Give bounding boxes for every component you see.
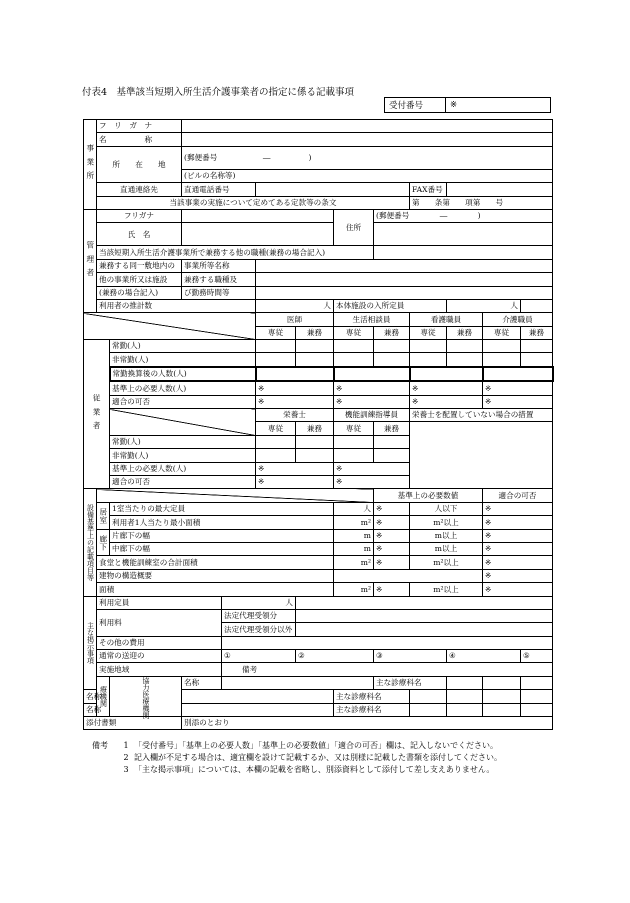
staff-cell[interactable] — [483, 353, 521, 367]
staff-full-label: 専従 — [483, 326, 521, 339]
facility-structure-field[interactable] — [334, 569, 483, 582]
medical-dept-4[interactable] — [521, 690, 553, 703]
facility-row-label: 中廊下の幅 — [110, 542, 334, 555]
facility-row-value[interactable]: 人 — [334, 502, 374, 515]
facility-row-ok: ※ — [483, 542, 553, 555]
facility-row-std-mark: ※ — [374, 556, 410, 569]
section-staff: 従業者 — [84, 340, 110, 489]
staff-cell[interactable] — [447, 340, 483, 353]
facility-row-std-mark: ※ — [374, 542, 410, 555]
facility-corridor-label: 廊下 — [97, 529, 110, 556]
facility-row-ok: ※ — [483, 516, 553, 529]
notice-other-cost-field[interactable] — [222, 636, 553, 649]
manager-furigana-label: フリガナ — [97, 209, 182, 222]
staff-full-label: 専従 — [256, 326, 296, 339]
facility-head-ok: 適合の可否 — [483, 489, 553, 502]
medical-dept-4[interactable] — [521, 703, 553, 716]
facility-row-std: m²以上 — [410, 556, 483, 569]
notice-capacity-label: 利用定員 — [97, 596, 222, 609]
office-name-label: 名 称 — [97, 133, 182, 146]
medical-dept-label: 主な診療科名 — [334, 703, 410, 716]
staff-nutrition-field[interactable] — [410, 422, 553, 489]
office-regulation-label: 当該事業の実施について定めてある定款等の条文 — [97, 196, 410, 209]
facility-row-value[interactable]: m² — [334, 583, 374, 596]
office-furigana-field[interactable] — [182, 120, 553, 133]
note-number: 3 — [123, 765, 129, 774]
notice-route-5[interactable]: ⑤ — [521, 650, 553, 663]
note-text: 「受付番号」「基準上の必要人数」「基準上の必要数値」「適合の可否」欄は、記入しないでください。 — [134, 741, 498, 750]
manager-name-field[interactable] — [182, 223, 334, 246]
staff-job-nurse: 看護職員 — [410, 313, 483, 326]
medical-dept-label: 主な診療科名 — [334, 690, 410, 703]
staff-row-parttime: 非常勤(人) — [110, 353, 256, 367]
notice-capacity-field[interactable]: 人 — [222, 596, 296, 609]
staff-row-converted: 常勤換算後の人数(人) — [110, 367, 256, 381]
staff2-cell[interactable] — [256, 449, 296, 462]
facility-row-ok: ※ — [483, 556, 553, 569]
staff-full-label: 専従 — [334, 326, 374, 339]
staff-ok-counselor: ※ — [334, 395, 410, 408]
medical-name-field[interactable] — [182, 703, 334, 716]
notice-other-cost-label: その他の費用 — [97, 636, 222, 649]
note-text: 「主な掲示事項」については、本欄の記載を省略し、別添資料として添付して差し支えありません。 — [134, 765, 495, 774]
office-building-field[interactable]: (ビルの名称等) — [182, 169, 553, 182]
notice-route-4[interactable]: ④ — [447, 650, 521, 663]
staff-cell[interactable] — [521, 340, 553, 353]
facility-row-ok: ※ — [483, 583, 553, 596]
staff-converted-nurse[interactable] — [410, 367, 483, 381]
receipt-number-field[interactable]: ※ — [446, 98, 551, 113]
staff-cell[interactable] — [296, 353, 334, 367]
office-fax-label: FAX番号 — [410, 183, 447, 196]
staff-row-conformity: 適合の可否 — [110, 395, 256, 408]
medical-dept-2[interactable] — [447, 703, 483, 716]
staff-part-label: 兼務 — [296, 422, 334, 435]
section-office: 事業所 — [84, 120, 97, 210]
staff-job-doctor: 医師 — [256, 313, 334, 326]
manager-office-name-field[interactable] — [256, 259, 553, 272]
facility-row-label: 建物の構造概要 — [97, 569, 334, 582]
manager-job-field[interactable] — [256, 273, 553, 286]
receipt-box — [384, 97, 551, 113]
office-furigana-label: フ リ ガ ナ — [97, 120, 182, 133]
receipt-label: 受付番号 — [385, 98, 446, 113]
facility-row-label: 片廊下の幅 — [110, 529, 334, 542]
staff-row-fulltime: 常勤(人) — [110, 340, 256, 353]
facility-row-ok: ※ — [483, 569, 553, 582]
staff-converted-care[interactable] — [483, 367, 553, 381]
staff-required-care: ※ — [483, 381, 553, 395]
notice-fee-label: 利用料 — [97, 609, 222, 636]
notice-route-1[interactable]: ① — [222, 650, 296, 663]
office-address-label: 所 在 地 — [97, 146, 182, 182]
facility-room-label: 居室 — [97, 502, 110, 529]
users-estimate-field[interactable]: 人 — [256, 299, 334, 312]
manager-name-label: 氏 名 — [97, 223, 182, 246]
section-notice: 主な掲示事項 — [84, 596, 97, 690]
notice-fee-legal-field[interactable] — [296, 609, 553, 622]
staff-ok-nurse: ※ — [410, 395, 483, 408]
staff2-header-diagonal — [110, 409, 256, 436]
staff-required-nurse: ※ — [410, 381, 483, 395]
staff-cell[interactable] — [374, 353, 410, 367]
staff2-required-trainer: ※ — [334, 462, 410, 475]
manager-other-label-3: (兼務の場合記入) — [97, 286, 182, 299]
facility-row-std-mark: ※ — [374, 502, 410, 515]
medical-name-field[interactable] — [182, 690, 334, 703]
facility-row-value[interactable]: m² — [334, 516, 374, 529]
medical-dept-2[interactable] — [483, 676, 521, 689]
facility-row-value[interactable]: m² — [334, 556, 374, 569]
medical-name-label: 名称 — [84, 690, 97, 703]
staff-nutrition-note: 栄養士を配置していない場合の措置 — [410, 409, 553, 422]
medical-name-label: 名称 — [84, 703, 97, 716]
medical-dept-3[interactable] — [521, 676, 553, 689]
staff2-ok-nutritionist: ※ — [256, 475, 334, 488]
staff-full-label: 専従 — [410, 326, 447, 339]
staff-part-label: 兼務 — [374, 326, 410, 339]
staff-cell[interactable] — [374, 340, 410, 353]
staff2-cell[interactable] — [334, 449, 374, 462]
office-name-field[interactable] — [182, 133, 553, 146]
manager-postal-field[interactable]: (郵便番号 ― ) — [374, 209, 553, 222]
notice-capacity-blank — [296, 596, 553, 609]
users-main-capacity-field[interactable]: 人 — [447, 299, 521, 312]
medical-dept-1[interactable] — [410, 703, 447, 716]
staff2-row-fulltime: 常勤(人) — [110, 435, 256, 448]
staff-cell[interactable] — [334, 353, 374, 367]
manager-job-label-1: 兼務する職種及 — [182, 273, 256, 286]
staff2-row-parttime: 非常勤(人) — [110, 449, 256, 462]
staff-cell[interactable] — [334, 340, 374, 353]
medical-dept-3[interactable] — [483, 703, 521, 716]
staff-required-doctor: ※ — [256, 381, 334, 395]
manager-concurrent-field[interactable] — [374, 246, 553, 259]
staff-cell[interactable] — [483, 340, 521, 353]
facility-row-ok: ※ — [483, 529, 553, 542]
staff2-cell[interactable] — [374, 435, 410, 448]
staff-job-counselor: 生活相談員 — [334, 313, 410, 326]
staff-job-trainer: 機能訓練指導員 — [334, 409, 410, 422]
staff-cell[interactable] — [521, 353, 553, 367]
notes — [92, 740, 552, 776]
office-phone-label: 直通電話番号 — [182, 183, 256, 196]
staff-full-label: 専従 — [334, 422, 374, 435]
manager-job-field-2[interactable] — [256, 286, 553, 299]
facility-row-std-mark: ※ — [374, 516, 410, 529]
staff-full-label: 専従 — [256, 422, 296, 435]
manager-office-name-label: 事業所等名称 — [182, 259, 256, 272]
staff-cell[interactable] — [256, 340, 296, 353]
manager-other-label-1: 兼務する同一敷地内の — [97, 259, 182, 272]
staff2-cell[interactable] — [256, 435, 296, 448]
staff2-cell[interactable] — [334, 435, 374, 448]
notice-remarks[interactable]: 備考 — [222, 663, 553, 676]
manager-address-label: 住所 — [334, 209, 374, 245]
staff-part-label: 兼務 — [521, 326, 553, 339]
manager-job-label-2: び勤務時間等 — [182, 286, 256, 299]
facility-row-label: 面積 — [97, 583, 334, 596]
staff-ok-care: ※ — [483, 395, 553, 408]
facility-row-std: m以上 — [410, 542, 483, 555]
office-phone-field[interactable] — [256, 183, 410, 196]
staff-ok-doctor: ※ — [256, 395, 334, 408]
attach-label: 添付書類 — [84, 717, 182, 730]
note-number: 1 — [123, 741, 129, 750]
notice-route-label-2: 実施地域 — [97, 663, 222, 676]
office-fax-field[interactable] — [447, 183, 553, 196]
staff-cell[interactable] — [410, 340, 447, 353]
staff2-row-required: 基準上の必要人数(人) — [110, 462, 256, 475]
manager-address-field[interactable] — [374, 223, 553, 246]
staff2-required-nutritionist: ※ — [256, 462, 334, 475]
facility-header-diagonal — [97, 489, 374, 502]
facility-row-ok: ※ — [483, 502, 553, 515]
staff-header-diagonal — [84, 313, 256, 340]
staff2-cell[interactable] — [374, 449, 410, 462]
facility-head-std: 基準上の必要数値 — [374, 489, 483, 502]
section-manager: 管理者 — [84, 209, 97, 312]
facility-row-label: 1室当たりの最大定員 — [110, 502, 334, 515]
facility-row-std-mark: ※ — [374, 529, 410, 542]
notice-route-label: 通常の送迎の — [97, 650, 222, 663]
manager-other-label-2: 他の事業所又は施設 — [97, 273, 182, 286]
staff-cell[interactable] — [410, 353, 447, 367]
staff-part-label: 兼務 — [374, 422, 410, 435]
staff2-cell[interactable] — [296, 435, 334, 448]
staff2-ok-trainer: ※ — [334, 475, 410, 488]
facility-row-value[interactable]: m — [334, 529, 374, 542]
staff-job-nutritionist: 栄養士 — [256, 409, 334, 422]
office-contact-label: 直通連絡先 — [97, 183, 182, 196]
section-facility: 設備基準上の記載項目等 — [84, 489, 97, 596]
staff-row-required: 基準上の必要人数(人) — [110, 381, 256, 395]
facility-row-label: 食堂と機能訓練室の合計面積 — [97, 556, 334, 569]
staff-cell[interactable] — [447, 353, 483, 367]
staff2-cell[interactable] — [296, 449, 334, 462]
users-blank — [521, 299, 553, 312]
notice-fee-other-field[interactable] — [296, 623, 553, 636]
staff-job-care: 介護職員 — [483, 313, 553, 326]
notice-fee-other-label: 法定代理受領分以外 — [222, 623, 296, 636]
facility-row-label: 利用者1人当たり最小面積 — [110, 516, 334, 529]
application-form-table — [83, 119, 553, 730]
users-estimate-label: 利用者の推計数 — [97, 299, 256, 312]
notice-fee-legal-label: 法定代理受領分 — [222, 609, 296, 622]
medical-name-field[interactable] — [222, 676, 374, 689]
users-main-capacity-label: 本体施設の入所定員 — [334, 299, 447, 312]
staff-part-label: 兼務 — [296, 326, 334, 339]
manager-furigana-field[interactable] — [182, 209, 334, 222]
office-article-field[interactable]: 第 条第 項第 号 — [410, 196, 553, 209]
medical-dept-3[interactable] — [483, 690, 521, 703]
form-title: 付表4 基準該当短期入所生活介護事業者の指定に係る記載事項 — [82, 87, 355, 98]
section-medical-a: 療機関 — [97, 676, 110, 716]
notice-route-2[interactable]: ② — [296, 650, 374, 663]
office-postal-field[interactable]: (郵便番号 ― ) — [182, 146, 553, 169]
note-text: 記入欄が不足する場合は、適宜欄を設けて記載するか、又は別様に記載した書類を添付してください。 — [134, 753, 502, 762]
notes-label: 備考 — [92, 741, 108, 750]
staff-converted-counselor[interactable] — [334, 367, 410, 381]
section-medical: 協力医療機関 — [110, 676, 182, 716]
medical-name-label: 名称 — [182, 676, 222, 689]
staff-converted-doctor[interactable] — [256, 367, 334, 381]
facility-row-std: m以上 — [410, 529, 483, 542]
medical-dept-label: 主な診療科名 — [374, 676, 447, 689]
staff-cell[interactable] — [296, 340, 334, 353]
notice-route-3[interactable]: ③ — [374, 650, 447, 663]
medical-dept-2[interactable] — [447, 690, 483, 703]
medical-dept-1[interactable] — [447, 676, 483, 689]
facility-row-std-mark: ※ — [374, 583, 410, 596]
staff-cell[interactable] — [256, 353, 296, 367]
attach-value: 別添のとおり — [182, 717, 553, 730]
facility-row-value[interactable]: m — [334, 542, 374, 555]
facility-row-std: m²以上 — [410, 583, 483, 596]
facility-row-std: m²以上 — [410, 516, 483, 529]
staff-required-counselor: ※ — [334, 381, 410, 395]
note-number: 2 — [123, 753, 129, 762]
medical-dept-1[interactable] — [410, 690, 447, 703]
staff2-row-conformity: 適合の可否 — [110, 475, 256, 488]
manager-concurrent-label: 当該短期入所生活介護事業所で兼務する他の職種(兼務の場合記入) — [97, 246, 374, 259]
facility-row-std: 人以下 — [410, 502, 483, 515]
staff-part-label: 兼務 — [447, 326, 483, 339]
